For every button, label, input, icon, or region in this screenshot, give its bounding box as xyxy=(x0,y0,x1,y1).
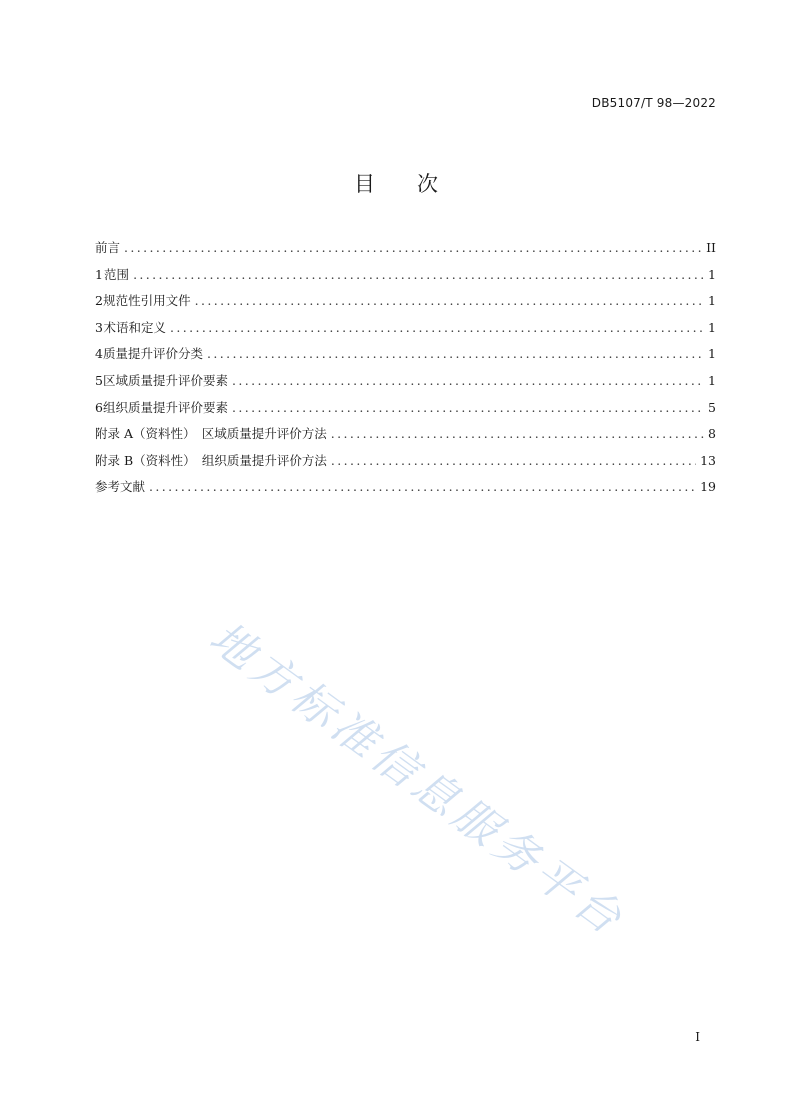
toc-entry-number: 4 xyxy=(95,346,103,362)
toc-entry-normative-references[interactable] xyxy=(95,291,716,318)
toc-entry-page: 19 xyxy=(700,479,716,495)
toc-entry-page: 1 xyxy=(708,319,716,335)
toc-entry-label: 前言 xyxy=(95,240,121,255)
toc-entry-page: 1 xyxy=(708,372,716,388)
toc-entry-number: 5 xyxy=(95,372,103,388)
toc-entry-label: 区域质量提升评价要素 xyxy=(102,372,228,388)
toc-title xyxy=(0,168,792,198)
toc-leader-dots xyxy=(232,373,704,388)
toc-entry-page: 1 xyxy=(708,266,716,282)
toc-entry-label: 范围 xyxy=(104,266,130,282)
toc-entry-bibliography[interactable] xyxy=(95,477,716,504)
toc-leader-dots xyxy=(331,453,696,468)
toc-entry-page: 13 xyxy=(700,452,716,468)
page-number: I xyxy=(695,1030,700,1044)
toc-entry-label: 术语和定义 xyxy=(103,319,166,335)
toc-leader-dots xyxy=(207,346,704,361)
toc-leader-dots xyxy=(232,400,704,415)
toc-entry-annex-a[interactable] xyxy=(95,424,716,451)
toc-leader-dots xyxy=(195,293,704,308)
toc-entry-label: 附录 B（资料性） 组织质量提升评价方法 xyxy=(95,452,327,468)
toc-entry-foreword[interactable] xyxy=(95,238,716,265)
toc-entry-label: 组织质量提升评价要素 xyxy=(102,399,228,415)
toc-entry-scope[interactable] xyxy=(95,265,716,292)
toc-title-char-1: 目 xyxy=(354,172,375,196)
toc-entry-page: 1 xyxy=(708,293,716,309)
toc-entry-page: II xyxy=(706,240,716,255)
toc-entry-organization-elements[interactable] xyxy=(95,398,716,425)
toc-leader-dots xyxy=(170,320,704,335)
document-code: DB5107/T 98—2022 xyxy=(591,96,716,110)
toc-leader-dots xyxy=(149,479,696,494)
toc-entry-page: 5 xyxy=(708,399,716,415)
watermark: 地方标准信息服务平台 xyxy=(200,612,635,948)
toc-entry-page: 8 xyxy=(708,426,716,442)
toc-entry-annex-b[interactable] xyxy=(95,451,716,478)
toc-entry-page: 1 xyxy=(708,346,716,362)
toc-entry-classification[interactable] xyxy=(95,344,716,371)
toc-entry-number: 6 xyxy=(95,399,103,415)
toc-leader-dots xyxy=(133,267,704,282)
toc-entry-regional-elements[interactable] xyxy=(95,371,716,398)
toc-entry-terms-definitions[interactable] xyxy=(95,318,716,345)
toc-entry-label: 附录 A（资料性） 区域质量提升评价方法 xyxy=(95,426,327,442)
toc-entry-label: 质量提升评价分类 xyxy=(102,346,203,362)
toc-entry-number: 2 xyxy=(95,293,103,309)
toc-entry-label: 规范性引用文件 xyxy=(103,293,191,309)
toc-entry-label: 参考文献 xyxy=(95,479,146,495)
toc-title-char-2: 次 xyxy=(417,172,438,196)
table-of-contents xyxy=(95,238,716,504)
toc-leader-dots xyxy=(331,426,704,441)
toc-leader-dots xyxy=(124,240,702,255)
toc-entry-number: 1 xyxy=(95,266,103,282)
toc-entry-number: 3 xyxy=(95,319,103,335)
